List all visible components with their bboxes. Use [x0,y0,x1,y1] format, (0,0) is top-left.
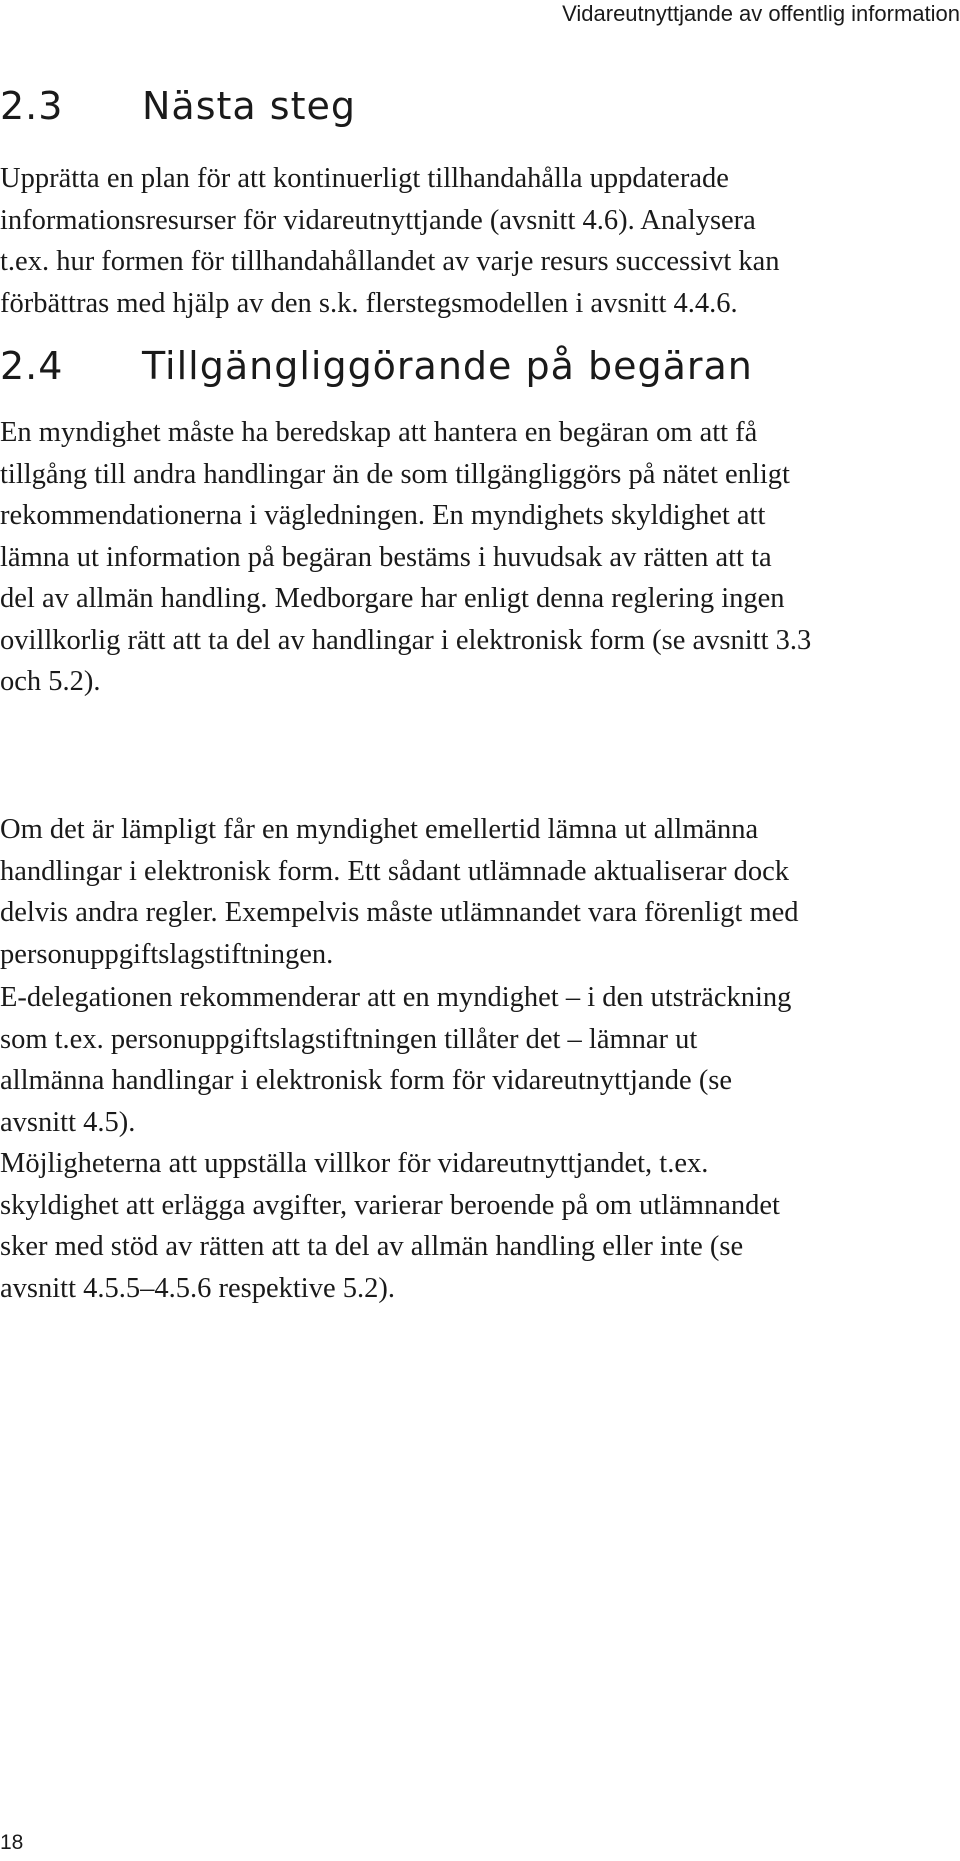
text-line: förbättras med hjälp av den s.k. flerstegsmodellen i avsnitt 4.4.6. [0,287,738,319]
text-line: tillgång till andra handlingar än de som tillgängliggörs på nätet enligt [0,458,790,490]
text-line: informationsresurser för vidareutnyttjande (avsnitt 4.6). Analysera [0,204,756,236]
section-2-4-number: 2.4 [0,344,64,388]
text-line: Upprätta en plan för att kontinuerligt tillhandahålla uppdaterade [0,163,729,194]
text-line: allmänna handlingar i elektronisk form för vidareutnyttjande (se [0,1065,733,1096]
text-line: avsnitt 4.5.5–4.5.6 respektive 5.2). [0,1272,395,1304]
running-header: Vidareutnyttjande av offentlig information [562,1,960,26]
text-line: rekommendationerna i vägledningen. En myndighets skyldighet att [0,500,766,531]
text-line: Möjligheterna att uppställa villkor för vidareutnyttjandet, t.ex. [0,1148,709,1179]
section-2-3-paragraph [0,158,958,324]
text-line: skyldighet att erlägga avgifter, varierar beroende på om utlämnandet [0,1189,780,1221]
text-line: t.ex. hur formen för tillhandahållandet av varje resurs successivt kan [0,246,780,277]
section-2-4-paragraph-3 [0,977,958,1143]
section-2-4-title: Tillgängliggörande på begäran [142,344,753,388]
text-line: Om det är lämpligt får en myndighet emellertid lämna ut allmänna [0,814,759,845]
text-line: som t.ex. personuppgiftslagstiftningen tillåter det – lämnar ut [0,1023,698,1055]
section-2-3-number: 2.3 [0,84,64,128]
text-line: En myndighet måste ha beredskap att hantera en begäran om att få [0,417,758,448]
section-2-4-paragraph-4 [0,1143,958,1309]
text-line: delvis andra regler. Exempelvis måste utlämnandet vara förenligt med [0,897,799,928]
text-line: personuppgiftslagstiftningen. [0,938,334,970]
text-line: ovillkorlig rätt att ta del av handlingar i elektronisk form (se avsnitt 3.3 [0,624,812,656]
section-2-4-paragraph-1 [0,412,958,703]
section-2-3-heading [0,83,356,129]
text-line: lämna ut information på begäran bestäms i huvudsak av rätten att ta [0,541,772,573]
text-line: del av allmän handling. Medborgare har enligt denna reglering ingen [0,583,785,614]
text-line: och 5.2). [0,666,101,697]
text-line: E-delegationen rekommenderar att en myndighet – i den utsträckning [0,982,792,1013]
section-2-4-paragraph-2 [0,809,958,975]
text-line: sker med stöd av rätten att ta del av allmän handling eller inte (se [0,1231,744,1262]
text-line: avsnitt 4.5). [0,1106,136,1138]
section-2-3-title: Nästa steg [142,84,356,128]
text-line: handlingar i elektronisk form. Ett sådant utlämnade aktualiserar dock [0,855,790,887]
section-2-4-heading [0,343,753,389]
page-number: 18 [0,1831,24,1854]
